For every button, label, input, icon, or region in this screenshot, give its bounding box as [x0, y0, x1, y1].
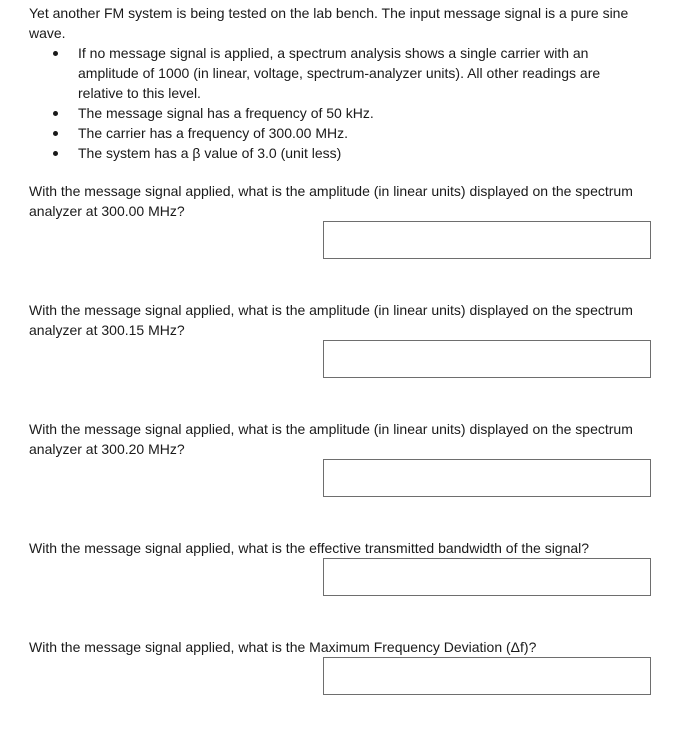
- bullet-carrier-frequency: The carrier has a frequency of 300.00 MHz.: [0, 123, 638, 143]
- answer-field-max-frequency-deviation[interactable]: [323, 657, 651, 695]
- question-bandwidth: With the message signal applied, what is the effective transmitted bandwidth of the signal?: [29, 540, 590, 556]
- given-conditions-list: [0, 43, 638, 163]
- answer-field-amplitude-300-00[interactable]: [323, 221, 651, 259]
- question-amplitude-300-20: With the message signal applied, what is the amplitude (in linear units) displayed on the spectrum analyzer at 300.20 MHz?: [29, 421, 633, 457]
- problem-intro: Yet another FM system is being tested on the lab bench. The input message signal is a pure sine wave.: [29, 5, 629, 41]
- answer-field-amplitude-300-15[interactable]: [323, 340, 651, 378]
- question-amplitude-300-00: With the message signal applied, what is the amplitude (in linear units) displayed on the spectrum analyzer at 300.00 MHz?: [29, 183, 633, 219]
- bullet-beta-value: The system has a β value of 3.0 (unit less): [0, 143, 638, 163]
- bullet-carrier-reference: If no message signal is applied, a spectrum analysis shows a single carrier with an amplitude of 1000 (in linear, voltage, spectrum-analyzer units). All other readings are relative to this level.: [0, 43, 638, 103]
- question-amplitude-300-15: With the message signal applied, what is the amplitude (in linear units) displayed on the spectrum analyzer at 300.15 MHz?: [29, 302, 633, 338]
- answer-field-bandwidth[interactable]: [323, 558, 651, 596]
- bullet-message-frequency: The message signal has a frequency of 50 kHz.: [0, 103, 638, 123]
- question-max-frequency-deviation: With the message signal applied, what is the Maximum Frequency Deviation (Δf)?: [29, 639, 537, 655]
- answer-field-amplitude-300-20[interactable]: [323, 459, 651, 497]
